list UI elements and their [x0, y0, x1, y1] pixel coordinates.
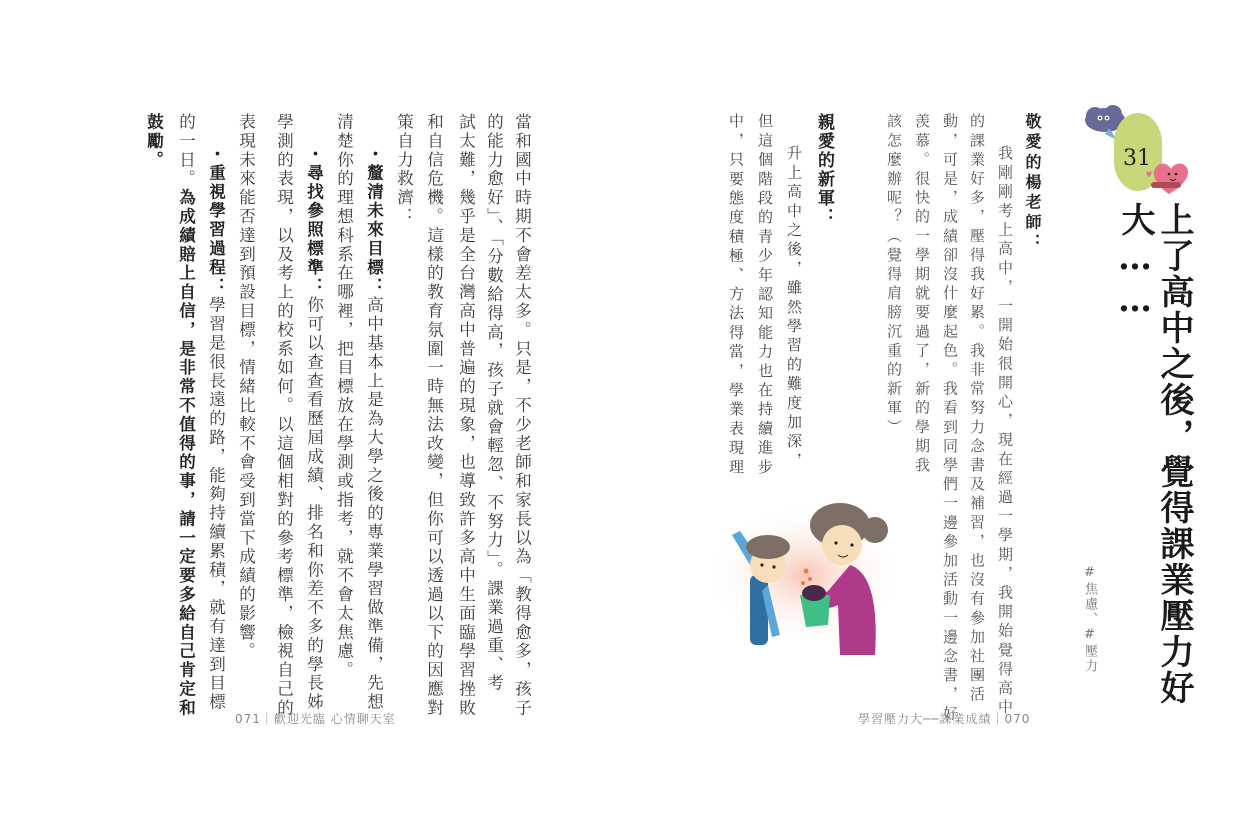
bullet-heading: ・釐清未來目標： [364, 145, 384, 297]
chapter-title-line-2: 大…… [1115, 202, 1155, 322]
body-line: 試太難，幾乎是全台灣高中普遍的現象，也導致許多高中生面臨學習挫敗 [456, 113, 476, 718]
bullet-clarify-goals: ・釐清未來目標：高中基本上是為大學之後的專業學習做準備，先想 [364, 145, 384, 713]
body-line: 清楚你的理想科系在哪裡，把目標放在學測或指考，就不會太焦慮。 [334, 113, 354, 680]
body-line: 策自力救濟： [394, 113, 414, 227]
right-page-footer: 學習壓力大──課業成績｜070 [858, 712, 1031, 726]
reply-line: 升上高中之後，雖然學習的難度加深， [785, 145, 803, 472]
letter-line: 我剛剛考上高中，一開始很開心，現在經過一學期，我開始覺得高中 [996, 145, 1014, 718]
topic-tags: #焦慮、#壓力 [1082, 565, 1097, 674]
letter-line: 該怎麼辦呢？（覺得肩膀沉重的新軍） [885, 113, 903, 438]
letter-line: 羡慕。很快的一學期就要過了，新的學期我 [913, 113, 931, 476]
letter-line: 的課業好多，壓得我好累。我非常努力念書及補習，也沒有參加社團活 [968, 113, 986, 706]
body-line: 的一日。為成績賠上自信，是非常不值得的事，請一定要多給自己肯定和 [176, 113, 196, 718]
letter-salutation: 敬愛的楊老師： [1023, 113, 1042, 254]
body-line: 學測的表現，以及考上的校系如何。以這個相對的參考標準，檢視自己的 [274, 113, 294, 718]
mother-son-illustration [710, 495, 910, 665]
bullet-find-reference: ・尋找參照標準：你可以查查看歷屆成績、排名和你差不多的學長姊 [304, 145, 324, 713]
chapter-title-line-1: 上了高中之後，覺得課業壓力好 [1154, 202, 1194, 706]
body-line: 當和國中時期不會差太多。只是，不少老師和家長以為「教得愈多，孩子 [512, 113, 532, 718]
body-line: 和自信危機。這樣的教育氛圍一時無法改變，但你可以透過以下的因應對 [424, 113, 444, 718]
body-line: 的能力愈好」、「分數給得高，孩子就會輕忽、不努力」。課業過重、考 [484, 113, 504, 694]
bullet-value-process: ・重視學習過程：學習是很長遠的路，能夠持續累積，就有達到目標 [206, 145, 226, 713]
letter-line: 動，可是，成績卻沒什麼起色。我看到同學們一邊參加活動一邊念書，好 [941, 113, 959, 725]
bullet-heading: ・重視學習過程： [206, 145, 226, 297]
body-line: 鼓勵。 [144, 113, 164, 170]
reply-salutation: 親愛的新軍： [814, 113, 834, 227]
chapter-number: 31 [1123, 146, 1151, 171]
heart-mascot-icon [1143, 158, 1191, 196]
bullet-heading: ・尋找參照標準： [304, 145, 324, 297]
body-line: 表現未來能否達到預設目標，情緒比較不會受到當下成績的影響。 [236, 113, 256, 662]
reply-line: 中，只要態度積極、方法得當，學業表現理 [727, 113, 745, 478]
left-page-footer: 071｜歡迎光臨 心情聊天室 [235, 712, 396, 726]
reply-line: 但這個階段的青少年認知能力也在持續進步 [756, 113, 774, 478]
